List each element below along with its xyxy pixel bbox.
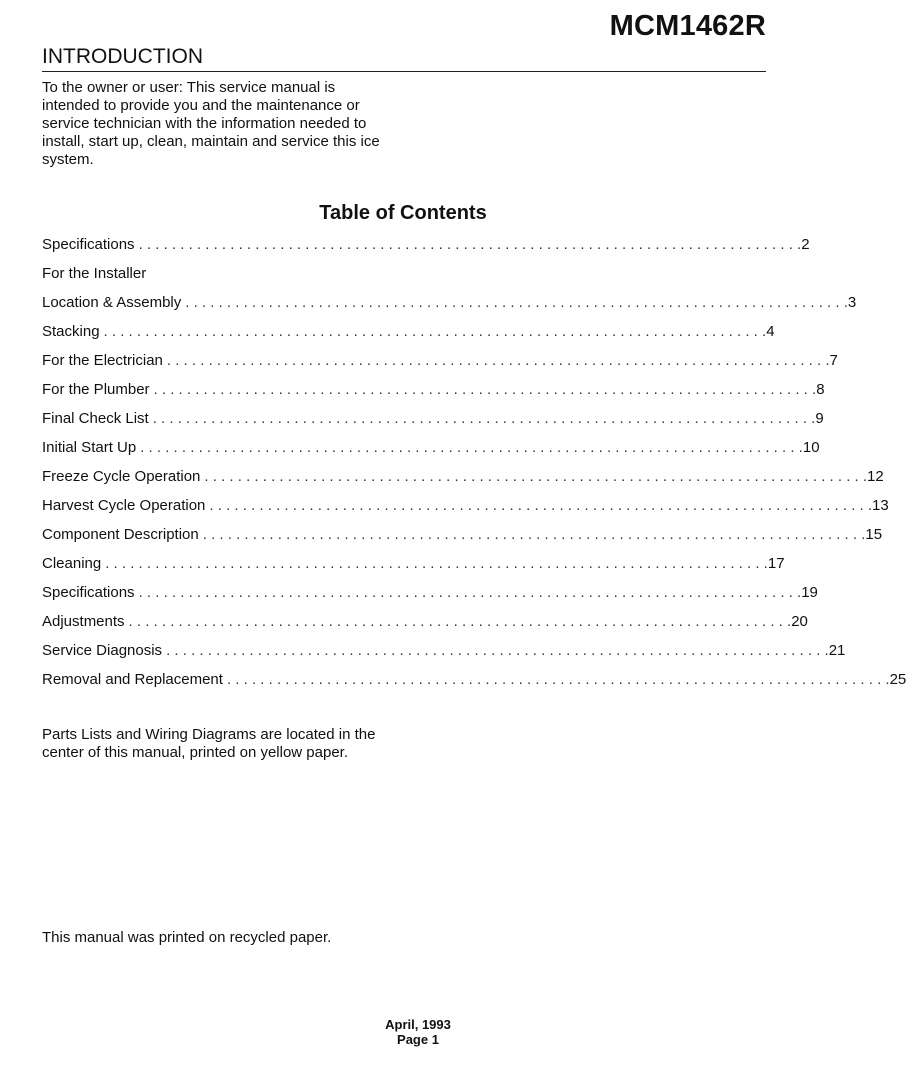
toc-entry [42, 320, 775, 349]
toc-title: Table of Contents [319, 202, 487, 224]
toc-entry-page: 10 [802, 439, 820, 456]
toc-dot-leader: . . . . . . . . . . . . . . . . . . . . . . . . . . . . . . . . . . . . . . . . . . . . . . . . . . . . . . . . . . . . . . . . . . . . . . . . . . . . . . . . [226, 671, 890, 688]
toc-entry-label: Adjustments [42, 613, 125, 630]
toc-dot-leader: . . . . . . . . . . . . . . . . . . . . . . . . . . . . . . . . . . . . . . . . . . . . . . . . . . . . . . . . . . . . . . . . . . . . . . . . . . . . . . . . [166, 352, 830, 369]
toc-entry-label: Removal and Replacement [42, 671, 223, 688]
toc-entry [42, 291, 857, 320]
toc-entry [42, 407, 824, 436]
toc-entry-label: Cleaning [42, 555, 102, 572]
toc-dot-leader: . . . . . . . . . . . . . . . . . . . . . . . . . . . . . . . . . . . . . . . . . . . . . . . . . . . . . . . . . . . . . . . . . . . . . . . . . . . . . . . . [152, 410, 816, 427]
toc-entry [42, 581, 818, 610]
toc-dot-leader: . . . . . . . . . . . . . . . . . . . . . . . . . . . . . . . . . . . . . . . . . . . . . . . . . . . . . . . . . . . . . . . . . . . . . . . . . . . . . . . . [140, 439, 803, 456]
toc-dot-leader: . . . . . . . . . . . . . . . . . . . . . . . . . . . . . . . . . . . . . . . . . . . . . . . . . . . . . . . . . . . . . . . . . . . . . . . . . . . . . . . . [105, 555, 768, 572]
toc-entry-label: Service Diagnosis [42, 642, 163, 659]
toc-entry [42, 552, 785, 581]
toc-entry-label: Harvest Cycle Operation [42, 497, 206, 514]
toc-entry-page: 20 [791, 613, 808, 630]
toc-entry-page: 25 [889, 671, 906, 688]
toc-dot-leader: . . . . . . . . . . . . . . . . . . . . . . . . . . . . . . . . . . . . . . . . . . . . . . . . . . . . . . . . . . . . . . . . . . . . . . . . . . . . . . . . [202, 526, 866, 543]
toc-entry-page: 8 [816, 381, 825, 398]
toc-entry-page: 2 [801, 236, 810, 253]
toc-entry-page: 13 [872, 497, 889, 514]
model-number: MCM1462R [609, 10, 766, 42]
toc-dot-leader: . . . . . . . . . . . . . . . . . . . . . . . . . . . . . . . . . . . . . . . . . . . . . . . . . . . . . . . . . . . . . . . . . . . . . . . . . . . . . . . . [204, 468, 868, 485]
footer-date: April, 1993 [385, 1017, 451, 1032]
toc-entry-page: 15 [865, 526, 883, 543]
page-footer [0, 1017, 836, 1047]
toc-dot-leader: . . . . . . . . . . . . . . . . . . . . . . . . . . . . . . . . . . . . . . . . . . . . . . . . . . . . . . . . . . . . . . . . . . . . . . . . . . . . . . . . [209, 497, 873, 514]
section-title: INTRODUCTION [42, 45, 203, 68]
recycled-paper-note: This manual was printed on recycled paper. [42, 929, 332, 946]
toc-dot-leader: . . . . . . . . . . . . . . . . . . . . . . . . . . . . . . . . . . . . . . . . . . . . . . . . . . . . . . . . . . . . . . . . . . . . . . . . . . . . . . . . [138, 584, 802, 601]
toc-entry-page: 4 [766, 323, 775, 340]
toc-entry-page: 19 [801, 584, 818, 601]
toc-entry-page: 12 [867, 468, 884, 485]
toc-entry-label: For the Installer [42, 265, 147, 282]
toc-entry-page: 7 [829, 352, 838, 369]
toc-entry [42, 494, 889, 523]
toc-entry-label: Component Description [42, 526, 199, 543]
footer-page-number: Page 1 [397, 1032, 439, 1047]
toc-entry [42, 610, 808, 639]
toc-entry [42, 262, 760, 291]
toc-entry [42, 233, 810, 262]
toc-entry [42, 378, 825, 407]
toc-entry-label: For the Plumber [42, 381, 150, 398]
toc-entry-label: Initial Start Up [42, 439, 137, 456]
toc-entry-label: For the Electrician [42, 352, 163, 369]
header-divider [42, 71, 766, 72]
toc-entry [42, 436, 820, 465]
toc-dot-leader: . . . . . . . . . . . . . . . . . . . . . . . . . . . . . . . . . . . . . . . . . . . . . . . . . . . . . . . . . . . . . . . . . . . . . . . . . . . . . . . . [103, 323, 767, 340]
toc-entry-page: 3 [847, 294, 857, 311]
toc-entry [42, 668, 906, 697]
toc-entry-label: Specifications [42, 584, 135, 601]
toc-entry-page: 9 [815, 410, 824, 427]
toc-entry-label: Freeze Cycle Operation [42, 468, 201, 485]
toc-dot-leader: . . . . . . . . . . . . . . . . . . . . . . . . . . . . . . . . . . . . . . . . . . . . . . . . . . . . . . . . . . . . . . . . . . . . . . . . . . . . . . . . [128, 613, 792, 630]
toc-entry-page: 21 [828, 642, 846, 659]
toc-entry-label: Final Check List [42, 410, 149, 427]
toc-dot-leader: . . . . . . . . . . . . . . . . . . . . . . . . . . . . . . . . . . . . . . . . . . . . . . . . . . . . . . . . . . . . . . . . . . . . . . . . . . . . . . . . [138, 236, 802, 253]
toc-dot-leader: . . . . . . . . . . . . . . . . . . . . . . . . . . . . . . . . . . . . . . . . . . . . . . . . . . . . . . . . . . . . . . . . . . . . . . . . . . . . . . . . [153, 381, 817, 398]
toc-dot-leader: . . . . . . . . . . . . . . . . . . . . . . . . . . . . . . . . . . . . . . . . . . . . . . . . . . . . . . . . . . . . . . . . . . . . . . . . . . . . . . . . [185, 294, 848, 311]
toc-dot-leader: . . . . . . . . . . . . . . . . . . . . . . . . . . . . . . . . . . . . . . . . . . . . . . . . . . . . . . . . . . . . . . . . . . . . . . . . . . . . . . . . [166, 642, 829, 659]
toc-entry-label: Specifications [42, 236, 135, 253]
toc-entry [42, 465, 884, 494]
table-of-contents [42, 233, 906, 697]
parts-lists-note: Parts Lists and Wiring Diagrams are located in the center of this manual, printed on yellow paper. [42, 726, 376, 761]
toc-entry [42, 639, 846, 668]
toc-entry [42, 349, 838, 378]
toc-entry-page: 17 [767, 555, 785, 572]
intro-paragraph: To the owner or user: This service manual is intended to provide you and the maintenance or service technician with the information needed to install, start up, clean, maintain and service this ice system. [42, 79, 380, 168]
toc-entry-label: Stacking [42, 323, 100, 340]
toc-entry [42, 523, 883, 552]
toc-entry-label: Location & Assembly [42, 294, 182, 311]
